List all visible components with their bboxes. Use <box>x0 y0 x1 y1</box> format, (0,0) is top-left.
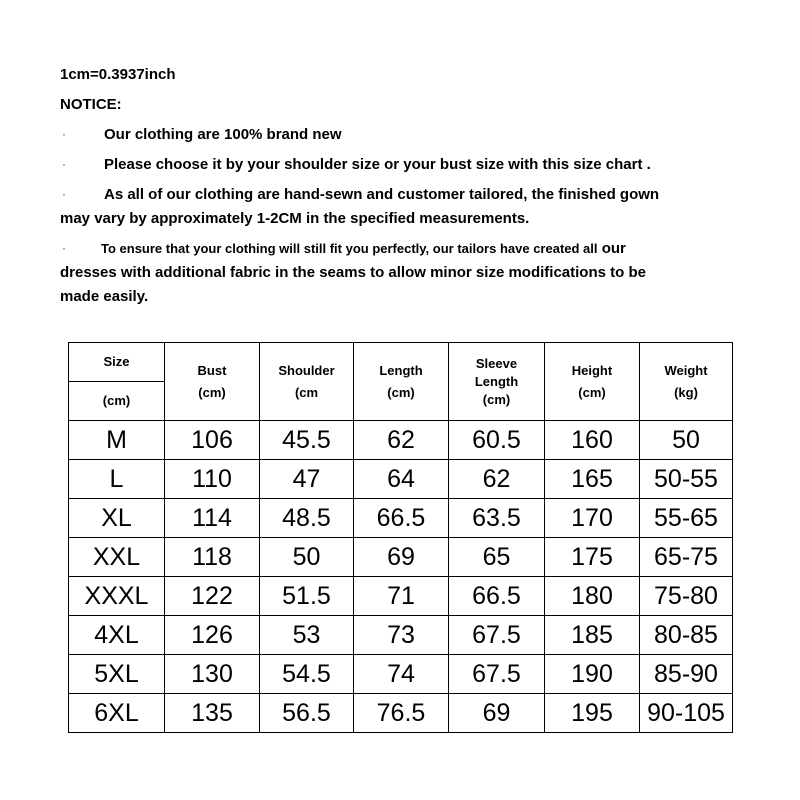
cell-bust: 122 <box>165 577 260 616</box>
notice-4-small-text: To ensure that your clothing will still fit you perfectly, our tailors have created all <box>101 241 598 256</box>
cell-height: 170 <box>545 499 640 538</box>
cell-length: 76.5 <box>354 694 449 733</box>
cell-size: M <box>69 421 165 460</box>
table-row <box>69 499 733 538</box>
cell-sleeve-length: 60.5 <box>449 421 545 460</box>
table-row <box>69 694 733 733</box>
bullet-1: · <box>62 127 66 141</box>
cell-shoulder: 50 <box>260 538 354 577</box>
cell-sleeve-length: 63.5 <box>449 499 545 538</box>
notice-2: Please choose it by your shoulder size or your bust size with this size chart . <box>104 156 651 173</box>
header-sleeve-length: Sleeve Length (cm) <box>449 343 545 421</box>
cell-bust: 110 <box>165 460 260 499</box>
cell-bust: 118 <box>165 538 260 577</box>
notice-1: Our clothing are 100% brand new <box>104 126 342 143</box>
cell-shoulder: 48.5 <box>260 499 354 538</box>
cell-size: 6XL <box>69 694 165 733</box>
table-row <box>69 577 733 616</box>
cell-height: 175 <box>545 538 640 577</box>
cell-sleeve-length: 65 <box>449 538 545 577</box>
bullet-4: · <box>62 241 66 255</box>
cell-size: 4XL <box>69 616 165 655</box>
header-length: Length (cm) <box>354 343 449 421</box>
cell-sleeve-length: 67.5 <box>449 655 545 694</box>
header-weight: Weight (kg) <box>640 343 733 421</box>
cell-bust: 135 <box>165 694 260 733</box>
table-row <box>69 460 733 499</box>
notice-3-line-1: As all of our clothing are hand-sewn and customer tailored, the finished gown <box>104 186 660 203</box>
cell-weight: 80-85 <box>640 616 733 655</box>
cell-length: 73 <box>354 616 449 655</box>
cell-sleeve-length: 69 <box>449 694 545 733</box>
table-row <box>69 538 733 577</box>
table-row <box>69 421 733 460</box>
size-chart-table <box>68 342 733 733</box>
notice-4-line-2: dresses with additional fabric in the seams to allow minor size modifications to be <box>60 264 646 281</box>
header-size: Size <box>69 343 165 382</box>
cell-size: XL <box>69 499 165 538</box>
cell-shoulder: 47 <box>260 460 354 499</box>
cell-sleeve-length: 67.5 <box>449 616 545 655</box>
notice-4-big-text: our <box>601 240 626 257</box>
cell-height: 195 <box>545 694 640 733</box>
cell-length: 69 <box>354 538 449 577</box>
bullet-3: · <box>62 187 66 201</box>
cell-bust: 130 <box>165 655 260 694</box>
size-rows <box>69 421 733 733</box>
header-shoulder: Shoulder (cm <box>260 343 354 421</box>
cell-weight: 85-90 <box>640 655 733 694</box>
header-bust: Bust (cm) <box>165 343 260 421</box>
cell-shoulder: 53 <box>260 616 354 655</box>
cell-length: 62 <box>354 421 449 460</box>
cell-length: 64 <box>354 460 449 499</box>
table-row <box>69 655 733 694</box>
header-size-unit: (cm) <box>69 382 165 421</box>
cell-weight: 55-65 <box>640 499 733 538</box>
notice-4-line-1 <box>101 240 626 258</box>
cell-height: 160 <box>545 421 640 460</box>
cell-weight: 90-105 <box>640 694 733 733</box>
cell-length: 74 <box>354 655 449 694</box>
notice-4-line-3: made easily. <box>60 288 149 305</box>
cell-weight: 75-80 <box>640 577 733 616</box>
cell-length: 66.5 <box>354 499 449 538</box>
cell-bust: 106 <box>165 421 260 460</box>
cell-shoulder: 54.5 <box>260 655 354 694</box>
cell-size: L <box>69 460 165 499</box>
cell-bust: 114 <box>165 499 260 538</box>
cell-height: 190 <box>545 655 640 694</box>
cell-bust: 126 <box>165 616 260 655</box>
cell-weight: 65-75 <box>640 538 733 577</box>
cell-height: 180 <box>545 577 640 616</box>
cell-shoulder: 56.5 <box>260 694 354 733</box>
cell-size: XXL <box>69 538 165 577</box>
unit-note: 1cm=0.3937inch <box>60 66 176 83</box>
notice-3-line-2: may vary by approximately 1-2CM in the specified measurements. <box>60 210 530 227</box>
cell-shoulder: 51.5 <box>260 577 354 616</box>
cell-height: 185 <box>545 616 640 655</box>
cell-length: 71 <box>354 577 449 616</box>
bullet-2: · <box>62 157 66 171</box>
cell-size: XXXL <box>69 577 165 616</box>
cell-height: 165 <box>545 460 640 499</box>
table-row <box>69 616 733 655</box>
cell-weight: 50 <box>640 421 733 460</box>
cell-sleeve-length: 62 <box>449 460 545 499</box>
cell-sleeve-length: 66.5 <box>449 577 545 616</box>
cell-shoulder: 45.5 <box>260 421 354 460</box>
notice-title: NOTICE: <box>60 96 122 113</box>
cell-size: 5XL <box>69 655 165 694</box>
cell-weight: 50-55 <box>640 460 733 499</box>
header-height: Height (cm) <box>545 343 640 421</box>
